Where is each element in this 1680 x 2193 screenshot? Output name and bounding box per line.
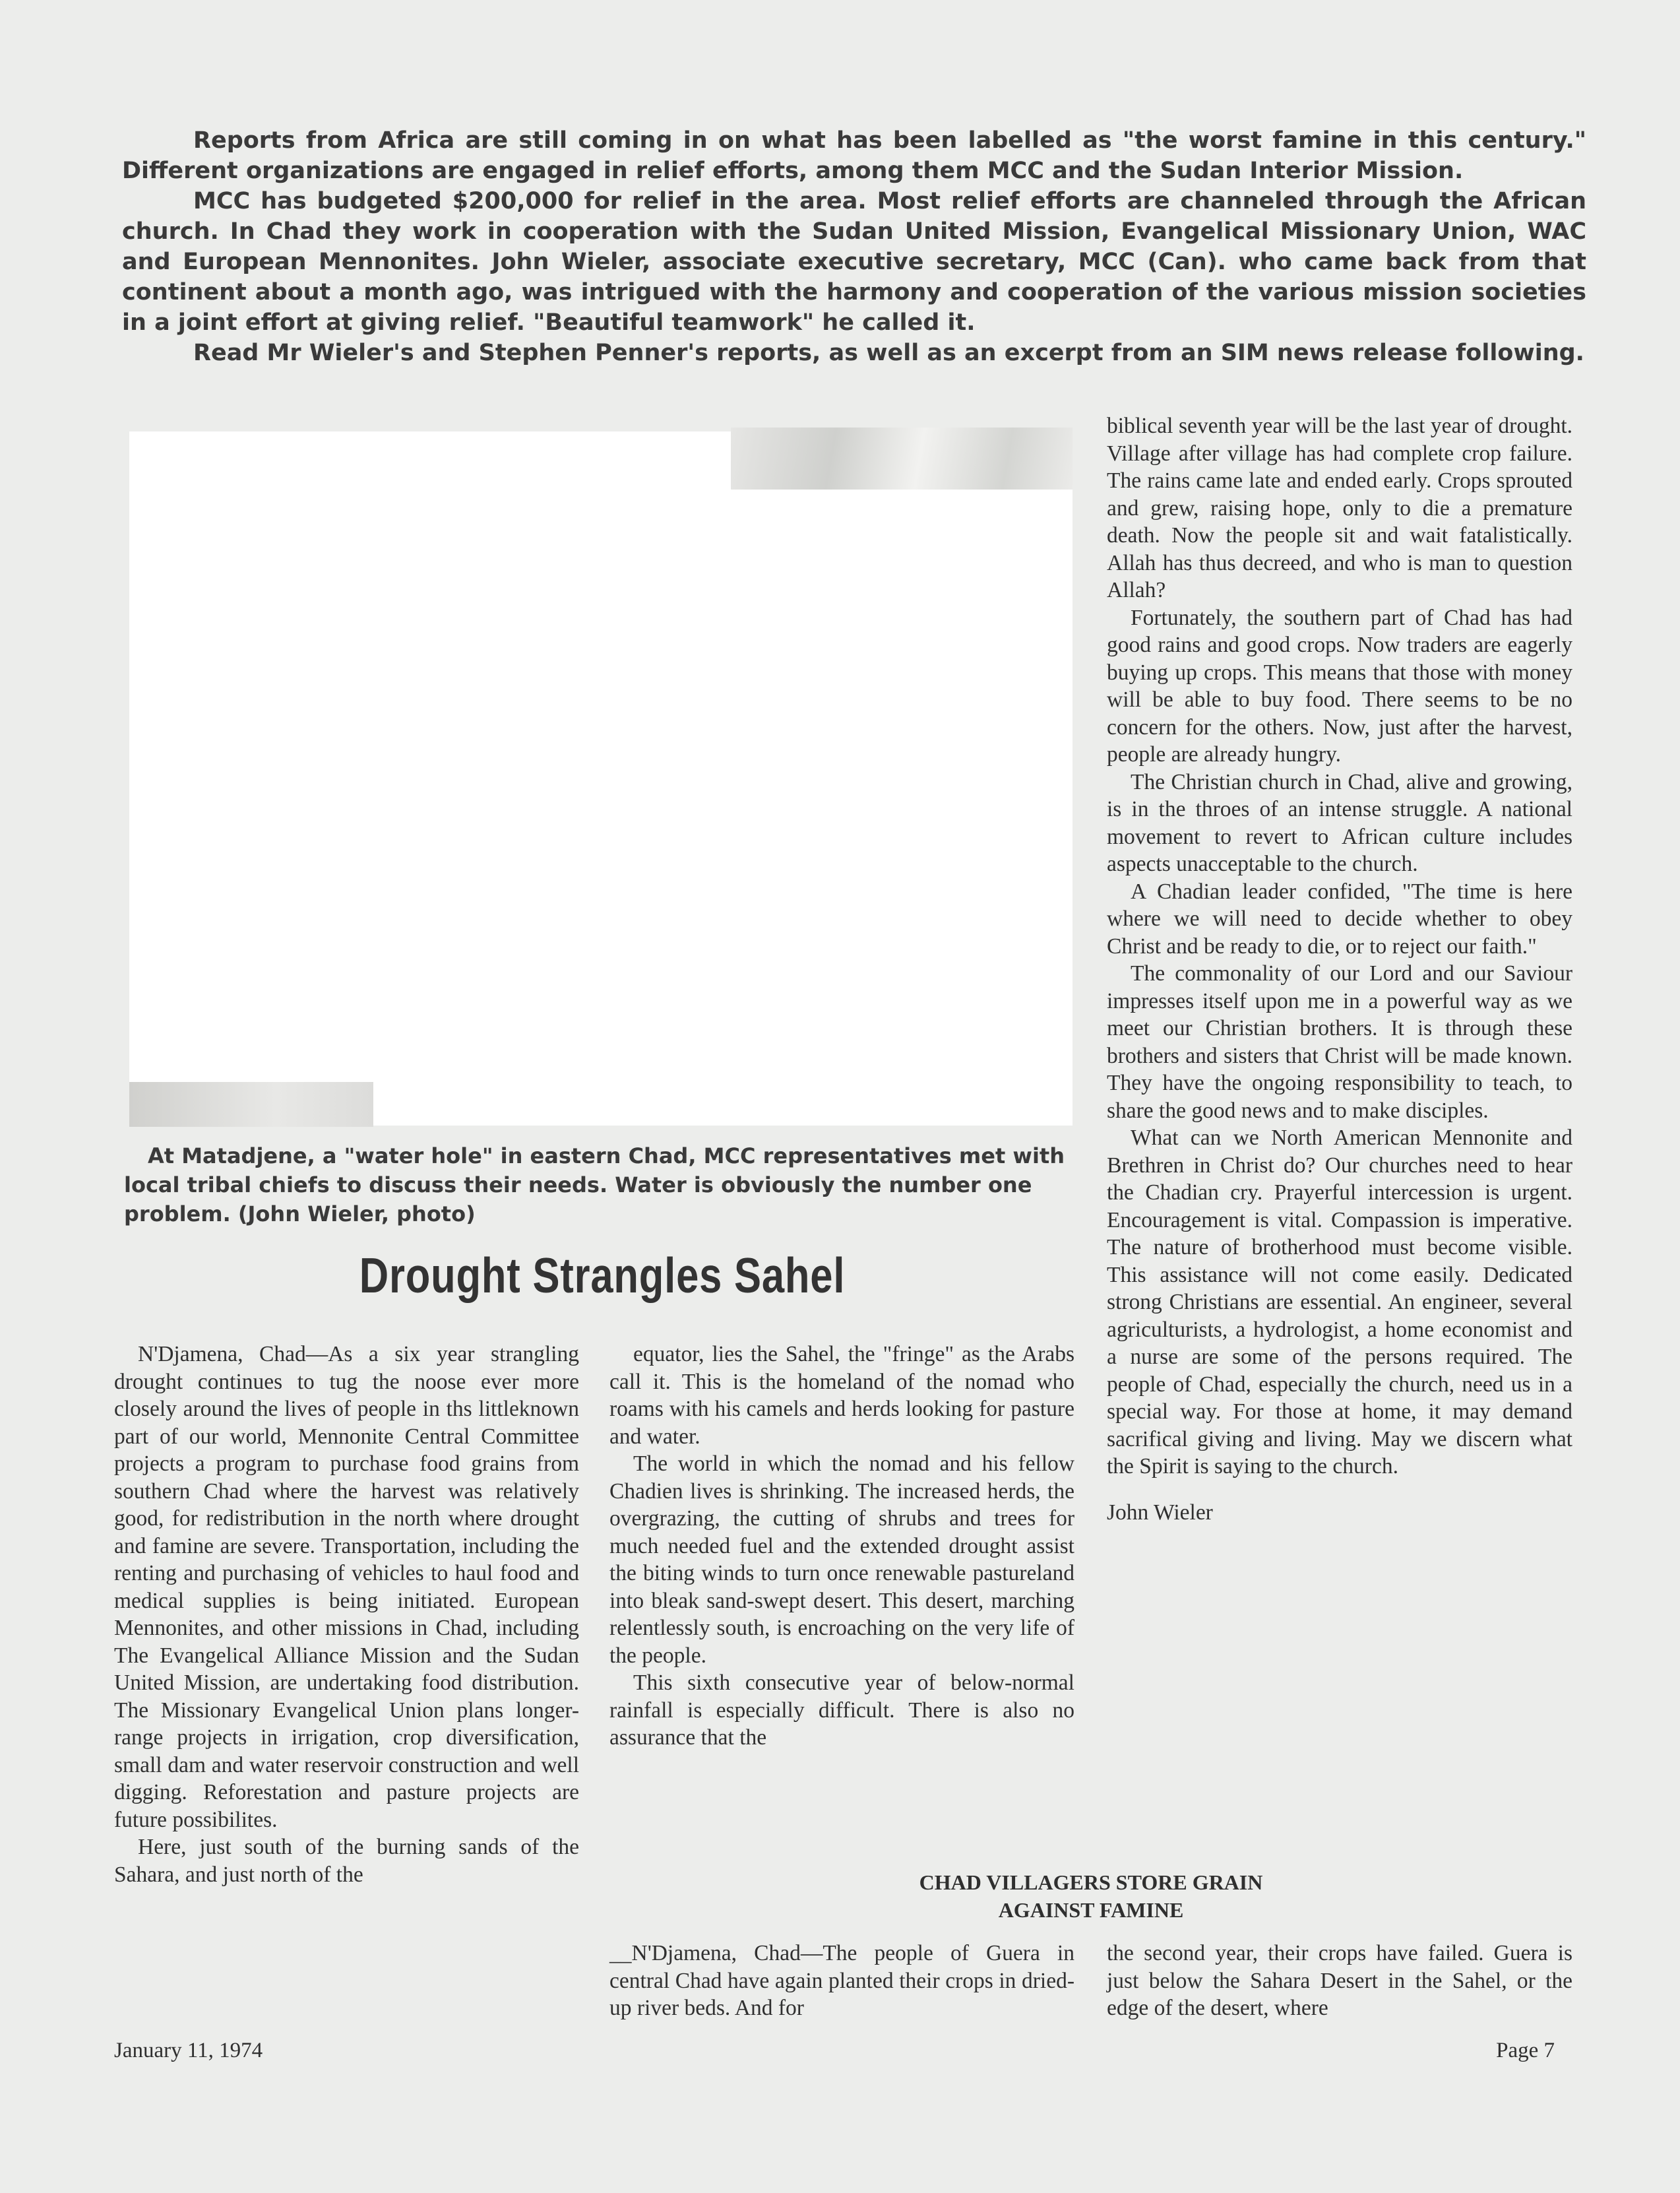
article-paragraph: equator, lies the Sahel, the "fringe" as the Arabs call it. This is the homeland of the nomad who roams with his camels and herds looking for pasture and water. bbox=[609, 1342, 1074, 1449]
photo-visible-top-strip bbox=[731, 428, 1073, 491]
article-paragraph: A Chadian leader confided, "The time is here where we will need to decide whether to obey Christ and be ready to die, or to reject our faith." bbox=[1107, 879, 1572, 959]
article-column-1 bbox=[114, 1341, 579, 1888]
article-paragraph: What can we North American Mennonite and Brethren in Christ do? Our churches need to hear the Chadian cry. Prayerful intercession is urgent. Encouragement is vital. Compassion is imperative. The nature of brotherhood must become visible. This assistance will not come easily. Dedicated strong Christians are essential. An engineer, several agriculturists, a hydrologist, a home economist and a nurse are some of the persons required. The people of Chad, especially the church, need us in a special way. For those at home, it may demand sacrifical giving and living. May we discern what the Spirit is saying to the church. bbox=[1107, 1126, 1572, 1478]
second-article-headline bbox=[609, 1868, 1572, 1924]
photo-redacted-region bbox=[129, 431, 731, 1126]
second-article-column-1 bbox=[609, 1940, 1074, 2022]
article-paragraph: the second year, their crops have failed. Guera is just below the Sahara Desert in the Sahel, or the edge of the desert, where bbox=[1107, 1941, 1572, 2020]
intro-paragraph-3: Read Mr Wieler's and Stephen Penner's reports, as well as an excerpt from an SIM news release following. bbox=[193, 340, 1584, 366]
intro-paragraph-2: MCC has budgeted $200,000 for relief in the area. Most relief efforts are channeled through the African church. In Chad they work in cooperation with the Sudan United Mission, Evangelical Missionary Union, WAC and European Mennonites. John Wieler, associate executive secretary, MCC (Can). who came back from that continent about a month ago, was intrigued with the harmony and cooperation of the various mission societies in a joint effort at giving relief. "Beautiful teamwork" he called it. bbox=[122, 188, 1586, 336]
photo bbox=[129, 428, 1073, 1127]
photo-visible-bottom-strip bbox=[129, 1082, 373, 1127]
article-paragraph: __N'Djamena, Chad—The people of Guera in central Chad have again planted their crops in dried-up river beds. And for bbox=[609, 1941, 1074, 2020]
photo-caption-text: At Matadjene, a "water hole" in eastern Chad, MCC representatives met with local tribal chiefs to discuss their needs. Water is obviously the number one problem. (John Wieler, photo) bbox=[124, 1143, 1065, 1226]
article-paragraph: Here, just south of the burning sands of the Sahara, and just north of the bbox=[114, 1835, 579, 1887]
article-column-3 bbox=[1107, 412, 1572, 1526]
article-headline: Drought Strangles Sahel bbox=[359, 1248, 846, 1303]
second-article-column-2 bbox=[1107, 1940, 1572, 2022]
intro-section bbox=[122, 125, 1586, 368]
footer-date: January 11, 1974 bbox=[114, 2039, 263, 2062]
article-paragraph: N'Djamena, Chad—As a six year strangling drought continues to tug the noose ever more closely around the lives of people in ths littleknown part of our world, Mennonite Central Committee projects a program to purchase food grains from southern Chad where the harvest was relatively good, for redistribution in the north where drought and famine are severe. Transportation, including the renting and purchasing of vehicles to haul food and medical supplies is being initiated. European Mennonites, and other missions in Chad, including The Evangelical Alliance Mission and the Sudan United Mission, are undertaking food distribution. The Missionary Evangelical Union plans longer-range projects in irrigation, crop diversification, small dam and water reservoir construction and well digging. Reforestation and pasture projects are future possibilites. bbox=[114, 1342, 579, 1832]
article-signature: John Wieler bbox=[1107, 1500, 1213, 1525]
article-paragraph: Fortunately, the southern part of Chad has had good rains and good crops. Now traders are eagerly buying up crops. This means that those with money will be able to buy food. There seems to be no concern for the others. Now, just after the harvest, people are already hungry. bbox=[1107, 605, 1572, 767]
article-paragraph: biblical seventh year will be the last year of drought. Village after village has had complete crop failure. The rains came late and ended early. Crops sprouted and grew, raising hope, only to die a premature death. Now the people sit and wait fatalistically. Allah has thus decreed, and who is man to question Allah? bbox=[1107, 414, 1572, 602]
photo-redacted-region-right bbox=[730, 490, 1073, 1126]
article-paragraph: The commonality of our Lord and our Saviour impresses itself upon me in a powerful way as we meet our Christian brothers. It is through these brothers and sisters that Christ will be made known. They have the ongoing responsibility to teach, to share the good news and to make disciples. bbox=[1107, 961, 1572, 1123]
second-article-headline-line-2: AGAINST FAMINE bbox=[998, 1898, 1184, 1922]
article-column-2 bbox=[609, 1341, 1074, 1752]
second-article-headline-line-1: CHAD VILLAGERS STORE GRAIN bbox=[919, 1870, 1263, 1894]
article-paragraph: This sixth consecutive year of below-normal rainfall is especially difficult. There is also no assurance that the bbox=[609, 1670, 1074, 1750]
article-paragraph: The world in which the nomad and his fellow Chadien lives is shrinking. The increased herds, the overgrazing, the cutting of shrubs and trees for much needed fuel and the extended drought assist the biting winds to turn once renewable pastureland into bleak sand-swept desert. This desert, marching relentlessly south, is encroaching on the very life of the people. bbox=[609, 1451, 1074, 1668]
article-paragraph: The Christian church in Chad, alive and growing, is in the throes of an intense struggle. A national movement to revert to African culture includes aspects unacceptable to the church. bbox=[1107, 769, 1572, 876]
photo-caption bbox=[124, 1141, 1080, 1228]
footer-page-number: Page 7 bbox=[1496, 2039, 1555, 2062]
intro-paragraph-1: Reports from Africa are still coming in on what has been labelled as "the worst famine in this century." Different organizations are engaged in relief efforts, among them MCC and the Sudan Interior Mission. bbox=[122, 127, 1586, 184]
